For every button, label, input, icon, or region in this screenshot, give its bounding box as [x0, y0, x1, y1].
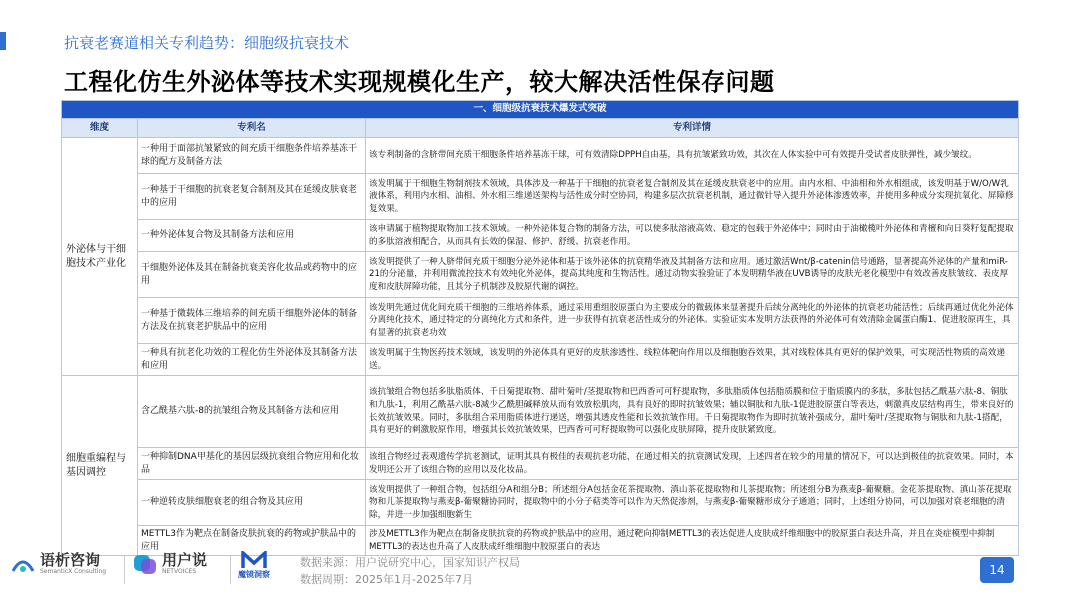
patent-detail-cell: 该发明提供了一种人脐带间充质干细胞分泌外泌体和基于该外泌体的抗衰精华液及其制备方法和应用。通过激活Wnt/β-catenin信号通路，显著提高外泌体的产量和miR-21的分泌量，并利用微流控技术有效纯化外泌体，提高其纯度和生物活性。通过动物实验验证了本发明精华液在UVB诱导的皮肤光老化模型中有效改善皮肤皱纹、表皮厚度和皮肤屏障功能，且其分子机制涉及胶原代谢的调控。	[366, 252, 1019, 298]
patent-name-cell: 含乙酰基六肽-8的抗皱组合物及其制备方法和应用	[138, 376, 366, 448]
logo-subtext: SemanticX Consulting	[40, 567, 107, 575]
patent-name-cell: METTL3作为靶点在制备皮肤抗衰的药物或护肤品中的应用	[138, 526, 366, 556]
patent-detail-cell: 该专利制备的含脐带间充质干细胞条件培养基冻干球，可有效清除DPPH自由基，具有抗皱紧致功效，其次在人体实验中可有效提升受试者皮肤弹性，减少皱纹。	[366, 138, 1019, 174]
patent-name-cell: 干细胞外泌体及其在制备抗衰美容化妆品或药物中的应用	[138, 252, 366, 298]
logo-divider	[124, 556, 125, 584]
section-subtitle: 抗衰老赛道相关专利趋势：细胞级抗衰技术	[64, 34, 350, 52]
table-row	[62, 344, 1019, 376]
table-row	[62, 376, 1019, 448]
patent-detail-cell: 涉及METTL3作为靶点在制备皮肤抗衰的药物或护肤品中的应用，通过靶向抑制METTL3的表达促进人皮肤成纤维细胞中的胶原蛋白表达升高，并且在炎症模型中抑制METTL3的表达也升高了人皮肤成纤维细胞中胶原蛋白的表达	[366, 526, 1019, 556]
patent-detail-cell: 该抗皱组合物包括多肽脂质体、千日菊提取物、甜叶菊叶/茎提取物和巴西香可可籽提取物，多肽脂质体包括脂质膜和位于脂质膜内的多肽，多肽包括乙酰基六肽-8、铜肽和九肽-1，利用乙酰基六肽-8减少乙酰胆碱释放从而有效放松肌肉，具有良好的即时抗皱效果；辅以铜肽和九肽-1促进胶原蛋白等表达，刺激真皮层结构再生，带来良好的长效抗皱效果。同时，多肽组合采用脂质体进行递送，增强其透皮性能和长效抗皱作用。千日菊提取物作为即时抗皱补强成分，甜叶菊叶/茎提取物与铜肽和九肽-1搭配，具有更好的刺激胶原作用，增强其长效抗皱效果，巴西香可可籽提取物可以强化皮肤屏障，提升皮肤紧致度。	[366, 376, 1019, 448]
table-banner: 一、细胞级抗衰技术爆发式突破	[62, 101, 1019, 119]
patent-detail-cell: 该发明属于生物医药技术领域，该发明的外泌体具有更好的皮肤渗透性、线粒体靶向作用以及细胞胞吞效果，其对线粒体具有更好的保护效果，可实现活性物质的高效递送。	[366, 344, 1019, 376]
table-row	[62, 174, 1019, 220]
patent-name-cell: 一种逆转皮肤细胞衰老的组合物及其应用	[138, 480, 366, 526]
footer-source	[300, 554, 520, 588]
table-row	[62, 220, 1019, 252]
table-row	[62, 138, 1019, 174]
patent-table	[61, 100, 1019, 556]
data-source: 数据来源：用户说研究中心，国家知识产权局	[300, 556, 520, 569]
patent-detail-cell: 该发明提供了一种组合物，包括组分A和组分B；所述组分A包括金花茶提取物、滇山茶花提取物和儿茶提取物；所述组分B为燕麦β-葡聚糖。金花茶提取物、滇山茶花提取物和儿茶提取物与燕麦β-葡聚糖协同时，提取物中的小分子萜类等可以作为天然促渗剂，与燕麦β-葡聚糖形成分子通道；同时，上述组分协同，可以加强对衰老细胞的清除，并进一步加强细胞新生	[366, 480, 1019, 526]
logo-semanticx	[10, 551, 106, 577]
patent-name-cell: 一种基于微载体三维培养的间充质干细胞外泌体的制备方法及在抗衰老护肤品中的应用	[138, 298, 366, 344]
logo-netvoices	[132, 551, 207, 577]
patent-name-cell: 一种基于干细胞的抗衰老复合制剂及其在延缓皮肤衰老中的应用	[138, 174, 366, 220]
patent-detail-cell: 该发明属于干细胞生物制剂技术领域，具体涉及一种基于干细胞的抗衰老复合制剂及其在延缓皮肤衰老中的应用。由内水相、中油相和外水相组成，该发明基于W/O/W乳液体系，利用内水相、油相、外水相三维递送架构与活性成分时空协同，构建多层次抗衰老机制，通过微针导入提升外泌体渗透效率，并使用多种成分实现抗氧化、屏障修复效果。	[366, 174, 1019, 220]
patent-detail-cell: 该发明先通过优化间充质干细胞的三维培养体系，通过采用重组胶原蛋白为主要成分的微载体来显著提升后续分离纯化的外泌体的抗衰老功能活性；后续再通过优化外泌体分离纯化技术，通过特定的分离纯化方式和条件，进一步获得有抗衰老活性成分的外泌体。实验证实本发明方法获得的外泌体可有效清除金属蛋白酶1、促进胶原再生，具有显著的抗衰老功效	[366, 298, 1019, 344]
page-number: 14	[980, 557, 1014, 583]
logo-text: 语析咨询	[40, 550, 101, 569]
dimension-cell: 细胞重编程与基因调控	[62, 376, 138, 556]
semanticx-logo-icon	[10, 551, 36, 577]
page-title: 工程化仿生外泌体等技术实现规模化生产，较大解决活性保存问题	[64, 68, 775, 96]
patent-name-cell: 一种抑制DNA甲基化的基因层级抗衰组合物应用和化妆品	[138, 448, 366, 480]
accent-bar	[0, 32, 6, 50]
logo-mojing	[238, 551, 270, 580]
table-row	[62, 252, 1019, 298]
table-row	[62, 298, 1019, 344]
netvoices-logo-icon	[132, 551, 158, 577]
patent-detail-cell: 该申请属于植物提取物加工技术领域。一种外泌体复合物的制备方法，可以使多肽溶液高效、稳定的包载于外泌体中；同时由于油橄榄叶外泌体和青檀和向日葵籽复配提取的多肽溶液相配合，从而具有长效的保湿、修护、舒缓、抗衰老作用。	[366, 220, 1019, 252]
logo-subtext: NETVOICES	[162, 567, 197, 575]
patent-detail-cell: 该组合物经过表观遗传学抗老测试，证明其具有极佳的表观抗老功能，在通过相关的抗衰测试发现，上述四者在较少的用量的情况下，可以达到极佳的抗衰效果。同时，本发明还公开了该组合物的应用以及化妆品。	[366, 448, 1019, 480]
column-header-patent-detail: 专利详情	[366, 119, 1019, 138]
patent-name-cell: 一种具有抗老化功效的工程化仿生外泌体及其制备方法和应用	[138, 344, 366, 376]
logo-divider	[230, 556, 231, 584]
table-row	[62, 480, 1019, 526]
patent-name-cell: 一种用于面部抗皱紧致的间充质干细胞条件培养基冻干球的配方及制备方法	[138, 138, 366, 174]
table-row	[62, 448, 1019, 480]
patent-name-cell: 一种外泌体复合物及其制备方法和应用	[138, 220, 366, 252]
logo-text: 用户说	[162, 550, 208, 569]
column-header-patent-name: 专利名	[138, 119, 366, 138]
data-period: 数据周期：2025年1月-2025年7月	[300, 573, 473, 586]
dimension-cell: 外泌体与干细胞技术产业化	[62, 138, 138, 376]
mojing-logo-icon	[241, 551, 267, 569]
column-header-dimension: 维度	[62, 119, 138, 138]
patent-table-container	[61, 100, 1019, 552]
logo-text: 魔镜洞察	[238, 570, 270, 579]
